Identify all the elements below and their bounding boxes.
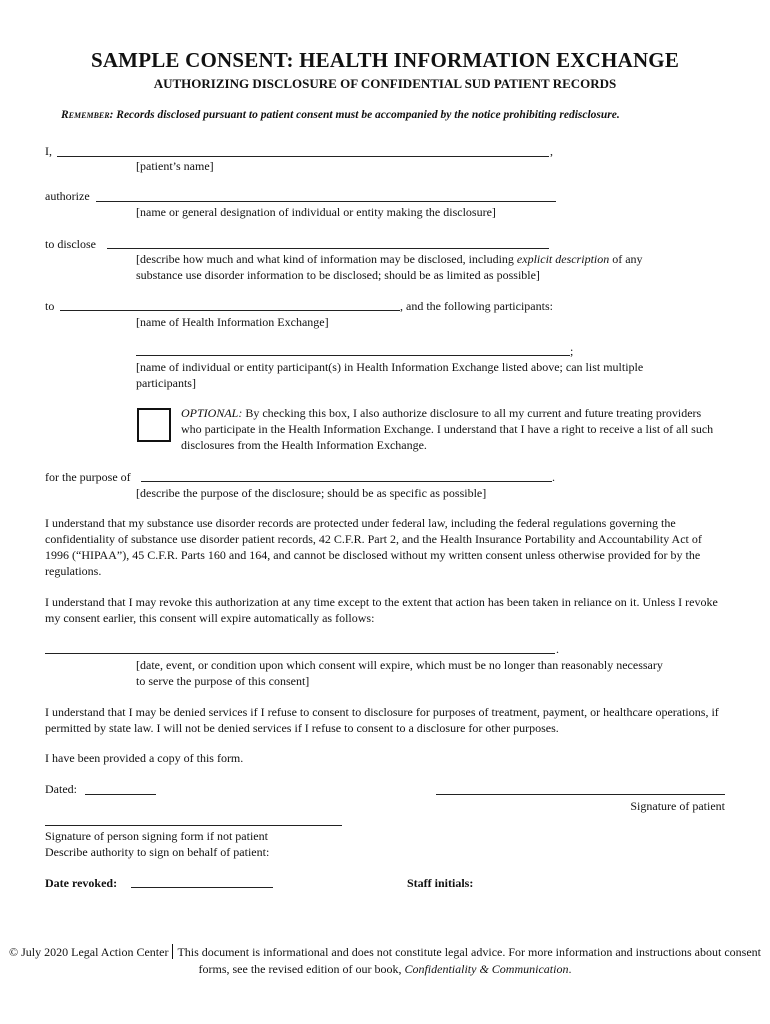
revoke-paragraph: I understand that I may revoke this authorization at any time except to the extent that action has been taken in reliance on it. Unless I revoke my consent earlier, this consent will expire automatically as follows: <box>45 595 718 625</box>
patient-label: I, <box>45 144 52 158</box>
patient-name-field[interactable] <box>57 156 549 157</box>
denied-services-paragraph: I understand that I may be denied services if I refuse to consent to disclosure for purposes of treatment, payment, or healthcare operations, if permitted by state law. I will not be denied services if I refuse to consent to a disclosure for other purposes. <box>45 705 719 735</box>
copyright: © July 2020 Legal Action Center <box>9 945 169 959</box>
optional-label: OPTIONAL: <box>181 406 243 420</box>
expire-period: . <box>556 642 559 656</box>
expire-hint-cont: to serve the purpose of this consent] <box>136 674 310 688</box>
patient-hint: [patient’s name] <box>136 159 214 173</box>
participants-hint: [name of individual or entity participant(s) in Health Information Exchange listed above; can list multiple <box>136 360 644 374</box>
optional-checkbox[interactable] <box>137 408 171 442</box>
authority-label: Describe authority to sign on behalf of patient: <box>45 845 270 859</box>
authorize-field[interactable] <box>96 201 556 202</box>
date-revoked-field[interactable] <box>131 887 273 888</box>
hie-name-field[interactable] <box>60 310 400 311</box>
patient-signature-field[interactable] <box>436 794 725 795</box>
staff-initials-label: Staff initials: <box>407 876 474 890</box>
participants-hint-cont: participants] <box>136 376 196 390</box>
other-signer-field[interactable] <box>45 825 342 826</box>
participants-field[interactable] <box>136 355 570 356</box>
hie-hint: [name of Health Information Exchange] <box>136 315 329 329</box>
book-title: Confidentiality & Communication <box>404 962 569 976</box>
copy-provided-statement: I have been provided a copy of this form. <box>45 751 244 765</box>
remember-notice <box>61 107 620 123</box>
document-subtitle: AUTHORIZING DISCLOSURE OF CONFIDENTIAL SUD PATIENT RECORDS <box>153 76 617 91</box>
expiration-field[interactable] <box>45 653 555 654</box>
remember-lead: Remember: <box>61 109 114 121</box>
purpose-field[interactable] <box>141 481 552 482</box>
to-label: to <box>45 299 55 313</box>
footer-separator <box>172 944 173 959</box>
participants-semicolon: ; <box>570 344 574 358</box>
purpose-period: . <box>552 470 555 484</box>
expire-hint: [date, event, or condition upon which consent will expire, which must be no longer than reasonably necessary <box>136 658 663 672</box>
purpose-label: for the purpose of <box>45 470 131 484</box>
disclose-hint: [describe how much and what kind of information may be disclosed, including explicit description of any <box>136 252 643 266</box>
disclose-label: to disclose <box>45 237 96 251</box>
purpose-hint: [describe the purpose of the disclosure; should be as specific as possible] <box>136 486 487 500</box>
footer-notice: © July 2020 Legal Action Center This document is informational and does not constitute legal advice. For more information and instructions about consent forms, see the revised edition of our book, Confidentiality & Communication. <box>9 945 761 976</box>
patient-comma: , <box>550 144 553 158</box>
patient-signature-label: Signature of patient <box>630 799 725 813</box>
disclose-field[interactable] <box>107 248 549 249</box>
federal-law-paragraph: I understand that my substance use disorder records are protected under federal law, including the federal regulations governing the confidentiality of substance use disorder patient records, 42 C.F.R. Part 2, and the Health Insurance Portability and Accountability Act of 1996 (“HIPAA”), 45 C.F.R. Parts 160 and 164, and cannot be disclosed without my written consent unless otherwise provided for by the regulations. <box>45 516 702 578</box>
authorize-hint: [name or general designation of individual or entity making the disclosure] <box>136 205 496 219</box>
other-signer-label: Signature of person signing form if not patient <box>45 829 268 843</box>
dated-label: Dated: <box>45 782 77 796</box>
disclose-hint-cont: substance use disorder information to be disclosed; should be as limited as possible] <box>136 268 540 282</box>
to-suffix: , and the following participants: <box>400 299 553 313</box>
dated-field[interactable] <box>85 794 156 795</box>
date-revoked-label: Date revoked: <box>45 876 118 890</box>
optional-text: OPTIONAL: By checking this box, I also authorize disclosure to all my current and future treating providers who participate in the Health Information Exchange. I understand that I have a right to receive a list of all such disclosures from the Health Information Exchange. <box>181 406 714 452</box>
authorize-label: authorize <box>45 189 90 203</box>
document-title: SAMPLE CONSENT: HEALTH INFORMATION EXCHANGE <box>90 48 680 72</box>
remember-text: Records disclosed pursuant to patient consent must be accompanied by the notice prohibiting redisclosure. <box>113 109 620 121</box>
